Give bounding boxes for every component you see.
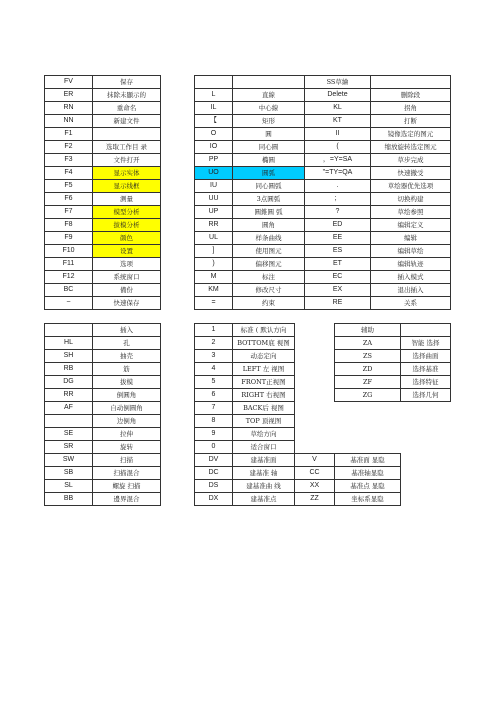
shortcut-key: NN — [45, 115, 93, 128]
shortcut-key: RN — [45, 102, 93, 115]
command-description: 備份 — [93, 284, 161, 297]
table-row — [45, 337, 161, 350]
shortcut-key: KM — [195, 284, 233, 297]
shortcut-key: ZS — [335, 350, 401, 363]
command-description: 选择基准 — [401, 363, 451, 376]
table-row — [195, 219, 451, 232]
shortcut-key: DC — [195, 467, 233, 480]
shortcut-key: F11 — [45, 258, 93, 271]
command-description: 圓 — [233, 128, 305, 141]
table-row — [45, 193, 161, 206]
table-row — [45, 271, 161, 284]
command-description: 模型分析 — [93, 206, 161, 219]
shortcut-key: DX — [195, 493, 233, 506]
command-description: 建基准面 — [233, 454, 295, 467]
command-description: 同心圓弧 — [233, 180, 305, 193]
command-description: 重命名 — [93, 102, 161, 115]
table-row — [45, 415, 161, 428]
command-description — [233, 76, 305, 89]
table-row — [195, 128, 451, 141]
shortcut-key: ) — [195, 258, 233, 271]
command-description: 建基准点 — [233, 493, 295, 506]
shortcut-key: ES — [305, 245, 371, 258]
command-description: RIGHT 右视图 — [233, 389, 295, 402]
command-description: 选择特征 — [401, 376, 451, 389]
shortcut-key: ZG — [335, 389, 401, 402]
command-description: 适合窗口 — [233, 441, 295, 454]
shortcut-key: "=TY=QA — [305, 167, 371, 180]
shortcut-key: SL — [45, 480, 93, 493]
table-row — [195, 141, 451, 154]
shortcut-key: AF — [45, 402, 93, 415]
command-description: 螺旋 扫描 — [93, 480, 161, 493]
table-row — [195, 454, 451, 467]
shortcut-key: HL — [45, 337, 93, 350]
command-description: 旋转 — [93, 441, 161, 454]
command-description: 智能 选择 — [401, 337, 451, 350]
command-description — [401, 441, 451, 454]
shortcut-key — [295, 389, 335, 402]
shortcut-key: 9 — [195, 428, 233, 441]
shortcut-key — [295, 415, 335, 428]
table-row — [195, 102, 451, 115]
command-description: 插入模式 — [371, 271, 451, 284]
command-description: 快速撤受 — [371, 167, 451, 180]
command-description: 选择几何 — [401, 389, 451, 402]
shortcut-key: EC — [305, 271, 371, 284]
shortcut-key: SR — [45, 441, 93, 454]
table-row — [195, 76, 451, 89]
shortcut-key: ET — [305, 258, 371, 271]
command-description: 圓弧 — [233, 167, 305, 180]
table-row — [45, 89, 161, 102]
shortcut-key: SE — [45, 428, 93, 441]
shortcut-key: DV — [195, 454, 233, 467]
command-description — [401, 324, 451, 337]
shortcut-key: ZZ — [295, 493, 335, 506]
table-row — [45, 363, 161, 376]
table-row — [45, 102, 161, 115]
file-commands-table — [44, 75, 161, 310]
shortcut-key: 2 — [195, 337, 233, 350]
command-description: BACK后 视图 — [233, 402, 295, 415]
table-row — [45, 284, 161, 297]
shortcut-key: ，=Y=SA — [305, 154, 371, 167]
shortcut-key: F10 — [45, 245, 93, 258]
table-row — [195, 115, 451, 128]
command-description: 草绘方向 — [233, 428, 295, 441]
table-row — [195, 376, 451, 389]
shortcut-key: UO — [195, 167, 233, 180]
shortcut-key — [45, 324, 93, 337]
shortcut-key: ED — [305, 219, 371, 232]
shortcut-key: L — [195, 89, 233, 102]
shortcut-key: 辅助 — [335, 324, 401, 337]
command-description: 切换构建 — [371, 193, 451, 206]
command-description: 中心線 — [233, 102, 305, 115]
shortcut-key: F9 — [45, 232, 93, 245]
table-row — [195, 258, 451, 271]
shortcut-key: . — [305, 180, 371, 193]
feature-commands-table — [44, 323, 161, 506]
shortcut-key: KT — [305, 115, 371, 128]
command-description: 圓角 — [233, 219, 305, 232]
shortcut-key: SW — [45, 454, 93, 467]
table-row — [45, 232, 161, 245]
table-row — [45, 324, 161, 337]
table-row — [45, 389, 161, 402]
shortcut-key: RE — [305, 297, 371, 310]
shortcut-key: DS — [195, 480, 233, 493]
command-description: 直線 — [233, 89, 305, 102]
shortcut-key: FV — [45, 76, 93, 89]
shortcut-key: F7 — [45, 206, 93, 219]
table-row — [195, 297, 451, 310]
command-description: 编辑定义 — [371, 219, 451, 232]
table-row — [45, 402, 161, 415]
command-description: 扫描混合 — [93, 467, 161, 480]
shortcut-key: 6 — [195, 389, 233, 402]
shortcut-key: 【 — [195, 115, 233, 128]
table-row — [45, 297, 161, 310]
shortcut-key: UP — [195, 206, 233, 219]
shortcut-key: KL — [305, 102, 371, 115]
shortcut-key: SS草繪 — [305, 76, 371, 89]
table-row — [195, 271, 451, 284]
shortcut-key: ； — [305, 193, 371, 206]
shortcut-key — [295, 324, 335, 337]
command-description: 草绘参照 — [371, 206, 451, 219]
shortcut-key — [335, 441, 401, 454]
shortcut-key: O — [195, 128, 233, 141]
shortcut-key: IO — [195, 141, 233, 154]
command-description: TOP 顶视图 — [233, 415, 295, 428]
command-description: 抽壳 — [93, 350, 161, 363]
command-description: 镜像选定的图元 — [371, 128, 451, 141]
shortcut-key: 4 — [195, 363, 233, 376]
shortcut-key: BB — [45, 493, 93, 506]
shortcut-key — [295, 337, 335, 350]
shortcut-key: F8 — [45, 219, 93, 232]
shortcut-key — [195, 76, 233, 89]
shortcut-key: = — [195, 297, 233, 310]
table-row — [45, 467, 161, 480]
table-row — [45, 206, 161, 219]
table-row — [45, 350, 161, 363]
shortcut-key: EE — [305, 232, 371, 245]
shortcut-key: M — [195, 271, 233, 284]
command-description — [401, 454, 451, 467]
table-row — [195, 167, 451, 180]
shortcut-key — [295, 363, 335, 376]
command-description: 新建文件 — [93, 115, 161, 128]
table-row — [45, 128, 161, 141]
table-row — [45, 154, 161, 167]
shortcut-key: CC — [295, 467, 335, 480]
shortcut-key: SH — [45, 350, 93, 363]
shortcut-key: F1 — [45, 128, 93, 141]
table-row — [45, 454, 161, 467]
command-description: 草步完成 — [371, 154, 451, 167]
shortcut-key: 3 — [195, 350, 233, 363]
command-description: 测量 — [93, 193, 161, 206]
command-description: 选项 — [93, 258, 161, 271]
shortcut-key — [295, 402, 335, 415]
command-description: 拉伸 — [93, 428, 161, 441]
shortcut-key — [295, 428, 335, 441]
command-description: 使用图元 — [233, 245, 305, 258]
shortcut-key: ZF — [335, 376, 401, 389]
table-row — [195, 415, 451, 428]
command-description: 约束 — [233, 297, 305, 310]
command-description: 基准面 显隐 — [335, 454, 401, 467]
shortcut-key: V — [295, 454, 335, 467]
shortcut-key: PP — [195, 154, 233, 167]
shortcut-key: DG — [45, 376, 93, 389]
command-description: 选取工作目 录 — [93, 141, 161, 154]
shortcut-key — [295, 441, 335, 454]
command-description: LEFT 左 视图 — [233, 363, 295, 376]
table-row — [45, 167, 161, 180]
command-description: FRONT正视图 — [233, 376, 295, 389]
shortcut-key: ? — [305, 206, 371, 219]
table-row — [195, 193, 451, 206]
table-row — [195, 180, 451, 193]
shortcut-key: UL — [195, 232, 233, 245]
shortcut-key: ( — [305, 141, 371, 154]
command-description — [401, 428, 451, 441]
command-description: 倒圓角 — [93, 389, 161, 402]
command-description: 基准点 显隐 — [335, 480, 401, 493]
command-description: 偏移图元 — [233, 258, 305, 271]
command-description: 橢圓 — [233, 154, 305, 167]
command-description: 建基准曲 线 — [233, 480, 295, 493]
shortcut-key: 7 — [195, 402, 233, 415]
shortcut-key — [295, 350, 335, 363]
command-description: 退出插入 — [371, 284, 451, 297]
shortcut-key: ~ — [45, 297, 93, 310]
table-row — [195, 441, 451, 454]
shortcut-key: F2 — [45, 141, 93, 154]
command-description: 草绘器优先选项 — [371, 180, 451, 193]
command-description: 显示线框 — [93, 180, 161, 193]
shortcut-key: 5 — [195, 376, 233, 389]
command-description: 显示实体 — [93, 167, 161, 180]
command-description: BOTTOM底 視图 — [233, 337, 295, 350]
command-description: 文件打开 — [93, 154, 161, 167]
command-description: 编辑轨迹 — [371, 258, 451, 271]
shortcut-key — [295, 376, 335, 389]
shortcut-key — [335, 415, 401, 428]
command-description: 插入 — [93, 324, 161, 337]
table-row — [195, 350, 451, 363]
table-row — [195, 480, 451, 493]
table-row — [45, 180, 161, 193]
command-description: 打断 — [371, 115, 451, 128]
command-description: 样条曲线 — [233, 232, 305, 245]
shortcut-key: RR — [45, 389, 93, 402]
command-description: 圓錐圓 弧 — [233, 206, 305, 219]
table-row — [195, 467, 451, 480]
shortcut-key: ER — [45, 89, 93, 102]
shortcut-key: XX — [295, 480, 335, 493]
command-description: 选择曲面 — [401, 350, 451, 363]
shortcut-key: Delete — [305, 89, 371, 102]
command-description: 动态定向 — [233, 350, 295, 363]
command-description: 筋 — [93, 363, 161, 376]
table-row — [195, 337, 451, 350]
shortcut-key: 1 — [195, 324, 233, 337]
table-row — [45, 115, 161, 128]
command-description: 保存 — [93, 76, 161, 89]
command-description: 基准轴显隐 — [335, 467, 401, 480]
command-description: 邊界混合 — [93, 493, 161, 506]
table-row — [195, 324, 451, 337]
command-description: 坐标系显隐 — [335, 493, 401, 506]
command-description: 编辑 — [371, 232, 451, 245]
table-row — [195, 402, 451, 415]
command-description: 建基准 轴 — [233, 467, 295, 480]
command-description: 删除段 — [371, 89, 451, 102]
command-description — [371, 76, 451, 89]
command-description — [401, 480, 451, 493]
shortcut-key: UU — [195, 193, 233, 206]
shortcut-key: ] — [195, 245, 233, 258]
shortcut-key — [335, 428, 401, 441]
shortcut-key: BC — [45, 284, 93, 297]
table-row — [45, 141, 161, 154]
table-row — [45, 441, 161, 454]
command-description — [401, 415, 451, 428]
shortcut-key: F12 — [45, 271, 93, 284]
table-row — [45, 76, 161, 89]
command-description: 设置 — [93, 245, 161, 258]
table-row — [45, 376, 161, 389]
command-description: 拔模分析 — [93, 219, 161, 232]
shortcut-key: RR — [195, 219, 233, 232]
table-row — [45, 219, 161, 232]
shortcut-key: F3 — [45, 154, 93, 167]
table-row — [195, 389, 451, 402]
table-row — [195, 245, 451, 258]
shortcut-key: EX — [305, 284, 371, 297]
command-description: 修改尺寸 — [233, 284, 305, 297]
shortcut-key — [335, 402, 401, 415]
command-description — [401, 402, 451, 415]
command-description: 系统窗口 — [93, 271, 161, 284]
command-description: 编辑草绘 — [371, 245, 451, 258]
command-description: 标注 — [233, 271, 305, 284]
command-description: 自动倒圓角 — [93, 402, 161, 415]
command-description: 矩形 — [233, 115, 305, 128]
table-row — [45, 480, 161, 493]
command-description — [401, 493, 451, 506]
table-row — [195, 89, 451, 102]
table-row — [45, 428, 161, 441]
command-description: 抹除未顯示的 — [93, 89, 161, 102]
command-description: 拐角 — [371, 102, 451, 115]
command-description: 缩放旋转选定图元 — [371, 141, 451, 154]
shortcut-key: SB — [45, 467, 93, 480]
command-description: 扫描 — [93, 454, 161, 467]
shortcut-key: 0 — [195, 441, 233, 454]
command-description: 孔 — [93, 337, 161, 350]
table-row — [195, 428, 451, 441]
table-row — [45, 258, 161, 271]
command-description: 快速保存 — [93, 297, 161, 310]
table-row — [195, 493, 451, 506]
table-row — [195, 206, 451, 219]
shortcut-key: II — [305, 128, 371, 141]
table-row — [45, 493, 161, 506]
shortcut-key: 8 — [195, 415, 233, 428]
command-description — [401, 467, 451, 480]
command-description: 同心圓 — [233, 141, 305, 154]
shortcut-key: F6 — [45, 193, 93, 206]
command-description: 颜色 — [93, 232, 161, 245]
shortcut-key: IU — [195, 180, 233, 193]
command-description: 边倒角 — [93, 415, 161, 428]
table-row — [195, 232, 451, 245]
command-description: 标准 ( 默认方向 — [233, 324, 295, 337]
table-row — [195, 284, 451, 297]
command-description: 3点圓弧 — [233, 193, 305, 206]
table-row — [195, 363, 451, 376]
shortcut-key: RB — [45, 363, 93, 376]
sketch-commands-table — [194, 75, 451, 310]
table-row — [45, 245, 161, 258]
shortcut-key: F4 — [45, 167, 93, 180]
shortcut-key: IL — [195, 102, 233, 115]
command-description: 关系 — [371, 297, 451, 310]
command-description — [93, 128, 161, 141]
table-row — [195, 154, 451, 167]
shortcut-key: F5 — [45, 180, 93, 193]
shortcut-key — [45, 415, 93, 428]
shortcut-key: ZA — [335, 337, 401, 350]
shortcut-key: ZD — [335, 363, 401, 376]
command-description: 拔模 — [93, 376, 161, 389]
view-commands-table — [194, 323, 451, 506]
